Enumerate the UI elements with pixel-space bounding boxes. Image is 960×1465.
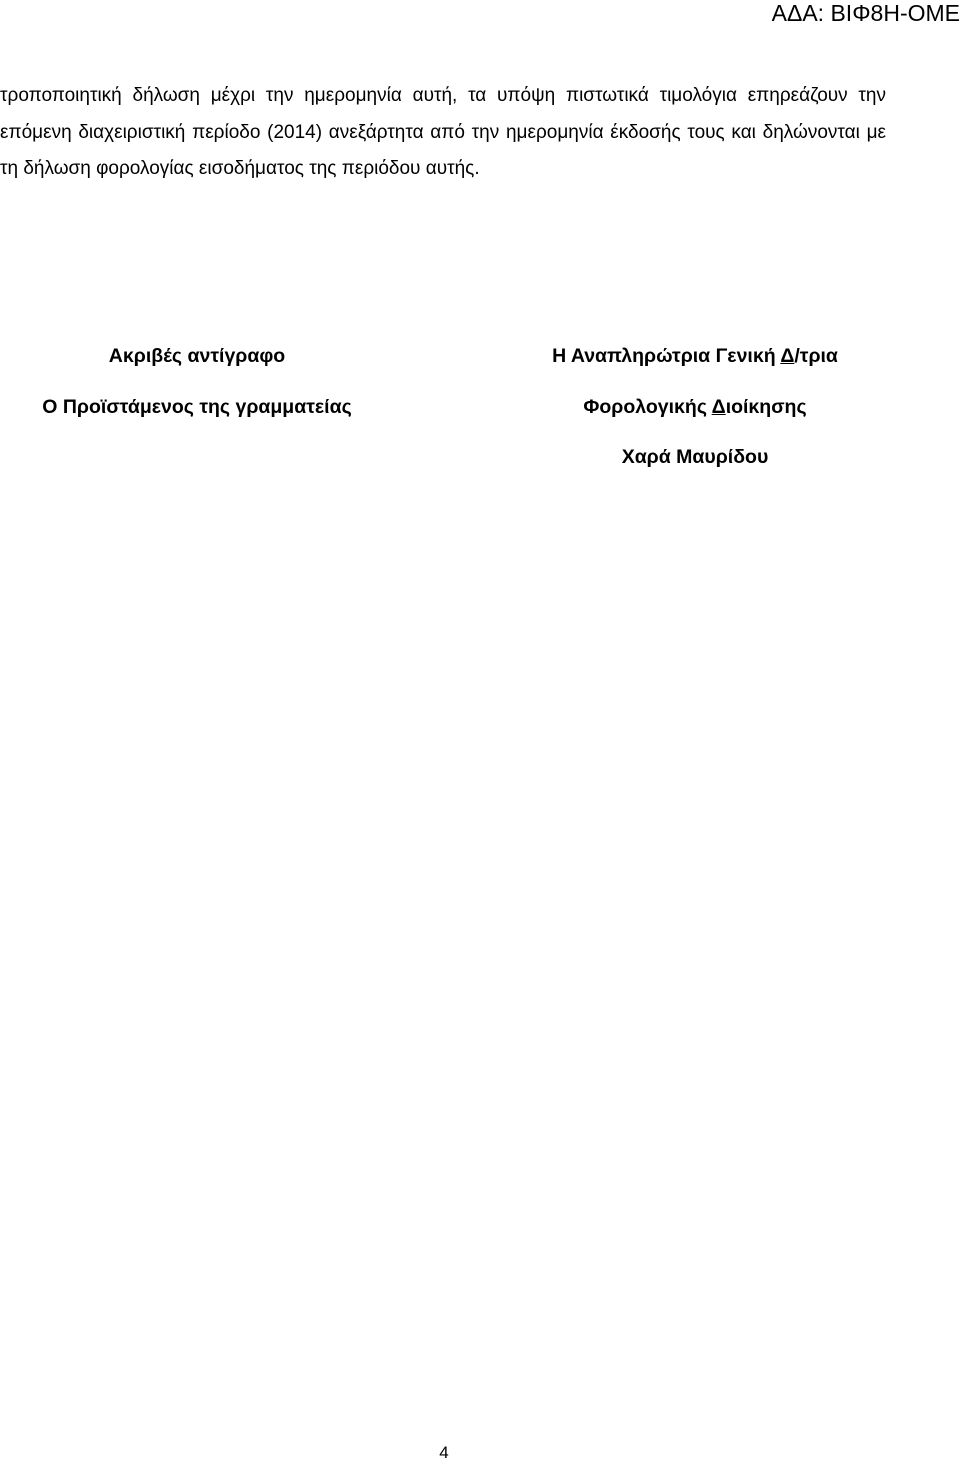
left-signature-line2: Ο Προϊστάμενος της γραμματείας (42, 396, 352, 418)
right-authority-underlined: Δ (711, 396, 726, 418)
right-authority-prefix: Φορολογικής (583, 396, 712, 418)
ada-header: ΑΔΑ: ΒΙΦ8Η-ΟΜΕ (771, 0, 960, 26)
right-title-underlined: Δ (780, 345, 795, 367)
right-authority-suffix: ιοίκησης (725, 396, 807, 418)
page-number: 4 (439, 1443, 449, 1462)
right-signature-title (498, 344, 892, 368)
right-signature-name: Χαρά Μαυρίδου (621, 446, 769, 468)
right-title-prefix: Η Αναπληρώτρια Γενική (552, 345, 781, 367)
left-signature-line1: Ακριβές αντίγραφο (108, 345, 286, 367)
right-title-suffix: /τρια (794, 345, 838, 367)
right-signature-authority (498, 395, 892, 419)
body-paragraph: τροποποιητική δήλωση μέχρι την ημερομηνία αυτή, τα υπόψη πιστωτικά τιμολόγια επηρεάζουν την επόμενη διαχειριστική περίοδο (2014) ανεξάρτητα από την ημερομηνία έκδοσής τους και δηλώνονται με τη δήλωση φορολογίας εισοδήματος της περιόδου αυτής. (0, 85, 886, 180)
